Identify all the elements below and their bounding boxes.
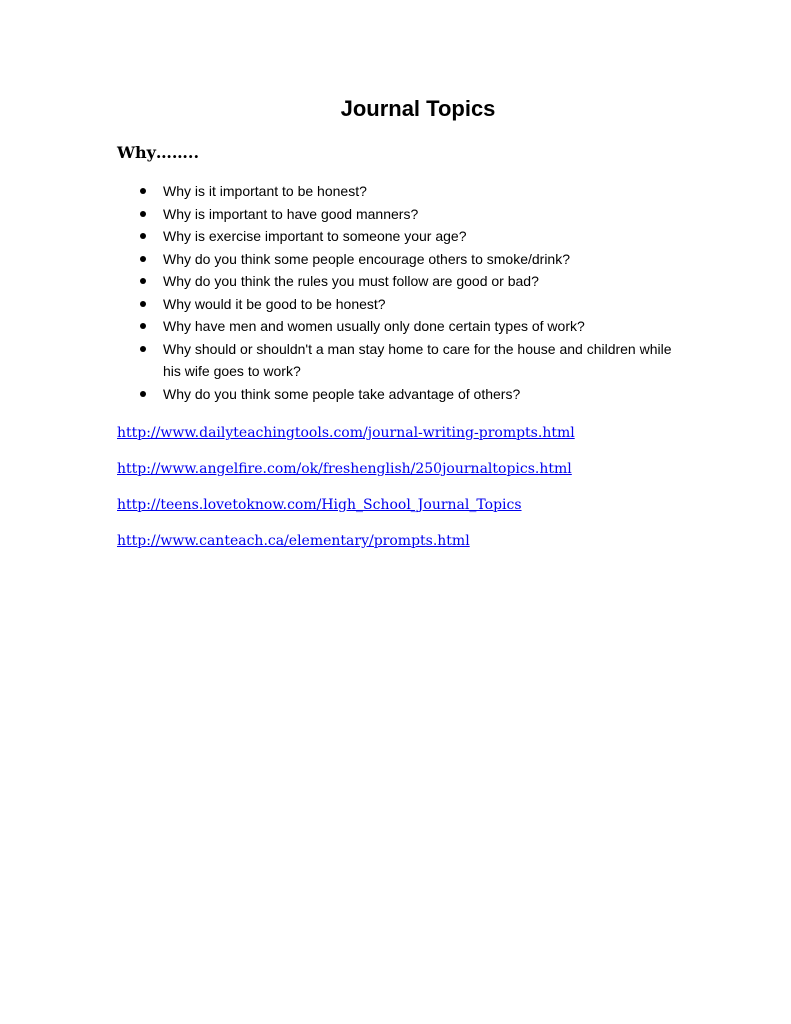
bullet-icon bbox=[140, 278, 146, 284]
bullet-icon bbox=[140, 188, 146, 194]
bullet-icon bbox=[140, 323, 146, 329]
link-angelfire[interactable]: http://www.angelfire.com/ok/freshenglish/250journaltopics.html bbox=[117, 461, 572, 477]
bullet-icon bbox=[140, 346, 146, 352]
list-item bbox=[117, 383, 677, 406]
topic-text: Why is it important to be honest? bbox=[163, 183, 367, 199]
topic-text: Why do you think the rules you must follow are good or bad? bbox=[163, 273, 539, 289]
topic-text: Why do you think some people take advantage of others? bbox=[163, 385, 521, 402]
list-item bbox=[117, 293, 677, 316]
bullet-icon bbox=[140, 211, 146, 217]
topic-text: Why is important to have good manners? bbox=[163, 205, 419, 222]
topic-text: Why do you think some people encourage others to smoke/drink? bbox=[163, 250, 571, 267]
section-heading: Why…….. bbox=[117, 143, 200, 162]
topic-text: Why have men and women usually only done certain types of work? bbox=[163, 318, 585, 334]
link-daily-teaching-tools[interactable]: http://www.dailyteachingtools.com/journal-writing-prompts.html bbox=[117, 425, 575, 441]
list-item bbox=[117, 338, 677, 383]
list-item bbox=[117, 270, 677, 293]
topic-text: Why should or shouldn't a man stay home to care for the house and children while his wife goes to work? bbox=[163, 340, 672, 379]
bullet-icon bbox=[140, 301, 146, 307]
link-lovetoknow[interactable]: http://teens.lovetoknow.com/High_School_Journal_Topics bbox=[117, 497, 522, 513]
page-title: Journal Topics bbox=[340, 96, 496, 121]
list-item bbox=[117, 248, 677, 271]
topic-list bbox=[117, 180, 677, 405]
bullet-icon bbox=[140, 391, 146, 397]
reference-links bbox=[117, 423, 575, 567]
topic-text: Why is exercise important to someone your age? bbox=[163, 228, 467, 244]
list-item bbox=[117, 315, 677, 338]
bullet-icon bbox=[140, 233, 146, 239]
list-item bbox=[117, 203, 677, 226]
topic-text: Why would it be good to be honest? bbox=[163, 295, 386, 312]
list-item bbox=[117, 225, 677, 248]
link-canteach[interactable]: http://www.canteach.ca/elementary/prompts.html bbox=[117, 533, 470, 549]
list-item bbox=[117, 180, 677, 203]
bullet-icon bbox=[140, 256, 146, 262]
